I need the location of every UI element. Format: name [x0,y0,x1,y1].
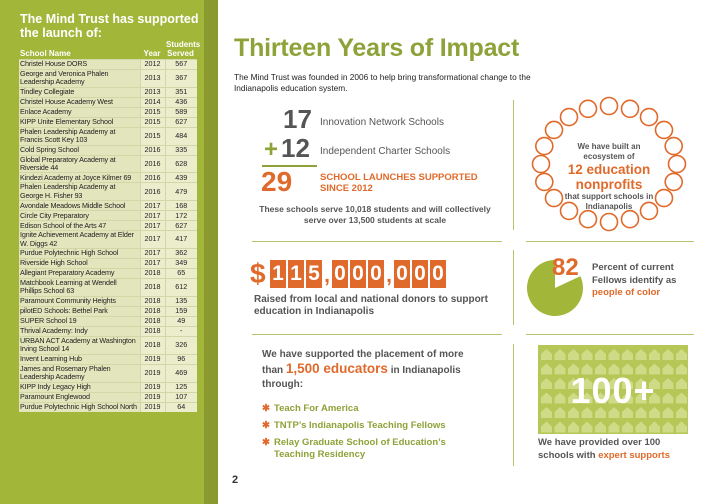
table-row [19,354,197,364]
school-building-icon [609,422,620,433]
students-cell: 627 [165,117,197,127]
divider-vertical-bottom [513,344,514,466]
table-row [19,279,197,297]
students-cell: 349 [165,259,197,269]
fellows-label: Percent of current Fellows identify as [592,262,677,286]
money-digits [270,260,446,288]
school-name-cell: SUPER School 19 [19,316,140,326]
program-label: TNTP’s Indianapolis Teaching Fellows [274,420,446,431]
table-row [19,392,197,402]
year-cell: 2017 [140,249,165,259]
table-row [19,70,197,88]
school-building-icon [676,422,687,433]
dollar-sign: $ [250,258,266,289]
students-cell: - [165,326,197,336]
table-row [19,364,197,382]
table-row [19,336,197,354]
divider-horizontal-left-1 [252,241,502,242]
students-cell: 469 [165,364,197,382]
students-served-note: These schools serve 10,018 students and will collectively serve over 13,500 students at scale [259,204,491,225]
students-cell: 168 [165,201,197,211]
school-building-icon [582,422,593,433]
school-building-icon [568,349,579,360]
program-label: Relay Graduate School of Education’s Teaching Residency [274,437,446,460]
ring-circle [622,100,639,117]
school-name-cell: James and Rosemary Phalen Leadership Academy [19,364,140,382]
ring-circle [622,211,639,228]
money-digit: 0 [350,260,366,288]
table-row [19,382,197,392]
innovation-schools-count: 17 [283,104,312,134]
school-name-cell: Enlace Academy [19,107,140,117]
students-cell: 628 [165,155,197,173]
schools-supported-text [538,437,688,462]
school-building-icon [622,422,633,433]
school-name-cell: Thrival Academy: Indy [19,326,140,336]
money-caption: Raised from local and national donors to support education in Indianapolis [254,294,488,317]
students-cell: 479 [165,183,197,201]
divider-horizontal-right-1 [526,241,694,242]
school-name-cell: Avondale Meadows Middle School [19,201,140,211]
table-row [19,107,197,117]
year-cell: 2018 [140,316,165,326]
divider-vertical-top [513,100,514,230]
school-name-cell: Phalen Leadership Academy at George H. Fisher 93 [19,183,140,201]
year-cell: 2013 [140,87,165,97]
school-name-cell: Phalen Leadership Academy at Francis Scott Key 103 [19,127,140,145]
fellows-percent: 82 [552,254,579,281]
year-cell: 2014 [140,97,165,107]
school-building-icon [663,422,674,433]
money-digit: 0 [394,260,410,288]
ring-circle [665,173,682,190]
table-header-row [19,40,197,60]
students-cell: 436 [165,97,197,107]
divider-horizontal-left-2 [252,334,502,335]
school-name-cell: Kindezi Academy at Joyce Kilmer 69 [19,173,140,183]
year-cell: 2018 [140,296,165,306]
school-building-icon [595,349,606,360]
school-building-icon [622,349,633,360]
table-row [19,306,197,316]
school-name-cell: Purdue Polytechnic High School North [19,402,140,412]
intro-text: The Mind Trust was founded in 2006 to help bring transformational change to the Indianapolis education system. [234,72,531,93]
money-digit: 5 [306,260,322,288]
table-row [19,173,197,183]
ecosystem-post: that support schools in Indianapolis [564,192,654,211]
school-building-icon [541,422,552,433]
year-cell: 2016 [140,173,165,183]
table-row [19,296,197,306]
ecosystem-highlight: 12 education nonprofits [567,162,651,192]
school-building-icon [555,422,566,433]
header-school-name: School Name [20,49,71,58]
charter-schools-count: 12 [281,133,310,163]
table-row [19,117,197,127]
ring-circle [601,214,618,231]
asterisk-icon: ✱ [262,420,270,431]
ring-circle [561,109,578,126]
school-launches-count: 29 [261,166,293,197]
school-building-icon [636,349,647,360]
year-cell: 2015 [140,127,165,145]
table-row [19,231,197,249]
students-cell: 125 [165,382,197,392]
ring-circle [536,138,553,155]
year-cell: 2013 [140,70,165,88]
table-row [19,249,197,259]
school-building-icon [595,422,606,433]
educators-text [262,348,482,392]
year-cell: 2019 [140,382,165,392]
school-building-icon [582,349,593,360]
table-row [19,211,197,221]
divider-vertical-middle [513,250,514,325]
year-cell: 2015 [140,117,165,127]
header-year: Year [143,49,161,58]
table-row [19,127,197,145]
year-cell: 2015 [140,107,165,117]
school-building-icon [568,422,579,433]
school-building-icon [676,349,687,360]
year-cell: 2017 [140,231,165,249]
ring-circle [546,121,563,138]
year-cell: 2019 [140,354,165,364]
money-digit: 0 [332,260,348,288]
table-row [19,87,197,97]
students-cell: 326 [165,336,197,354]
educators-highlight: 1,500 educators [285,361,388,376]
ring-circle [533,156,550,173]
students-cell: 567 [165,60,197,70]
table-row [19,201,197,211]
school-name-cell: Purdue Polytechnic High School [19,249,140,259]
school-name-cell: KIPP Indy Legacy High [19,382,140,392]
school-name-cell: Invent Learning Hub [19,354,140,364]
ring-circle [641,109,658,126]
year-cell: 2018 [140,326,165,336]
plus-sign: + [264,136,279,163]
ring-circle [656,121,673,138]
fellows-highlight: people of color [592,287,661,298]
students-cell: 439 [165,173,197,183]
table-row [19,221,197,231]
students-cell: 362 [165,249,197,259]
schools-supported-count: 100+ [570,370,656,411]
table-row [19,259,197,269]
year-cell: 2017 [140,211,165,221]
charter-schools-label: Independent Charter Schools [320,146,451,157]
school-name-cell: Christel House DORS [19,60,140,70]
school-launches-label: SCHOOL LAUNCHES SUPPORTED SINCE 2012 [320,172,478,194]
school-building-icon [636,422,647,433]
students-cell: 627 [165,221,197,231]
ring-circle [580,211,597,228]
table-row [19,402,197,412]
year-cell: 2017 [140,201,165,211]
students-cell: 417 [165,231,197,249]
table-row [19,60,197,70]
money-digit: 0 [368,260,384,288]
schools-table [19,40,201,412]
digit-comma: , [386,264,392,287]
school-building-icon [555,349,566,360]
money-digit: 0 [430,260,446,288]
year-cell: 2016 [140,183,165,201]
school-name-cell: Christel House Academy West [19,97,140,107]
table-row [19,269,197,279]
table-row [19,316,197,326]
school-name-cell: KIPP Unite Elementary School [19,117,140,127]
students-cell: 65 [165,269,197,279]
schools-supported-label: We have provided over 100 schools with [538,437,661,461]
school-name-cell: pilotED Schools: Bethel Park [19,306,140,316]
students-cell: 159 [165,306,197,316]
school-building-icon [663,349,674,360]
year-cell: 2018 [140,279,165,297]
students-cell: 484 [165,127,197,145]
students-cell: 589 [165,107,197,117]
money-digit: 1 [288,260,304,288]
ring-circle [665,138,682,155]
year-cell: 2016 [140,155,165,173]
school-name-cell: Cold Spring School [19,145,140,155]
table-row [19,155,197,173]
divider-horizontal-right-2 [526,334,694,335]
students-cell: 49 [165,316,197,326]
year-cell: 2017 [140,221,165,231]
students-cell: 335 [165,145,197,155]
year-cell: 2018 [140,269,165,279]
ring-circle [669,156,686,173]
students-cell: 367 [165,70,197,88]
school-building-icon [649,422,660,433]
students-cell: 96 [165,354,197,364]
schools-table-body [19,60,197,413]
year-cell: 2018 [140,306,165,316]
page-number: 2 [232,474,239,486]
ring-circle [580,100,597,117]
students-cell: 135 [165,296,197,306]
table-row [19,97,197,107]
year-cell: 2019 [140,392,165,402]
school-name-cell: URBAN ACT Academy at Washington Irving School 14 [19,336,140,354]
innovation-schools-label: Innovation Network Schools [320,117,444,128]
year-cell: 2018 [140,336,165,354]
program-label: Teach For America [274,403,359,414]
educators-post: in Indianapolis through: [262,365,461,390]
year-cell: 2017 [140,259,165,269]
asterisk-icon: ✱ [262,437,270,448]
year-cell: 2012 [140,60,165,70]
table-row [19,326,197,336]
ecosystem-text [556,142,662,212]
schools-supported-highlight: expert supports [598,449,670,461]
ring-circle [536,173,553,190]
school-name-cell: Riverside High School [19,259,140,269]
school-name-cell: Paramount Community Heights [19,296,140,306]
school-name-cell: Circle City Preparatory [19,211,140,221]
year-cell: 2016 [140,145,165,155]
students-cell: 351 [165,87,197,97]
school-name-cell: Allegiant Preparatory Academy [19,269,140,279]
table-row [19,183,197,201]
ecosystem-pre: We have built an ecosystem of [577,142,641,161]
school-name-cell: Edison School of the Arts 47 [19,221,140,231]
school-name-cell: George and Veronica Phalen Leadership Academy [19,70,140,88]
page-title: Thirteen Years of Impact [234,34,520,62]
school-name-cell: Matchbook Learning at Wendell Phillips School 63 [19,279,140,297]
school-building-icon [649,349,660,360]
money-digit: 1 [270,260,286,288]
year-cell: 2019 [140,402,165,412]
sidebar-edge-bar [204,0,218,504]
ring-circle [601,98,618,115]
header-students-served: Students Served [166,40,201,58]
educators-pre: We have supported the placement of more than [262,349,464,376]
money-digit: 0 [412,260,428,288]
program-item [262,437,492,461]
school-name-cell: Tindley Collegiate [19,87,140,97]
asterisk-icon: ✱ [262,403,270,414]
fellows-text [592,262,696,300]
students-cell: 172 [165,211,197,221]
table-row [19,145,197,155]
year-cell: 2019 [140,364,165,382]
program-item [262,420,492,432]
sidebar-title: The Mind Trust has supported the launch of: [20,12,199,40]
school-name-cell: Paramount Englewood [19,392,140,402]
school-building-icon [541,349,552,360]
program-item [262,403,492,415]
digit-comma: , [324,264,330,287]
students-cell: 107 [165,392,197,402]
school-name-cell: Ignite Achievement Academy at Elder W. Diggs 42 [19,231,140,249]
students-cell: 612 [165,279,197,297]
school-name-cell: Global Preparatory Academy at Riverside 44 [19,155,140,173]
students-cell: 64 [165,402,197,412]
school-building-icon [609,349,620,360]
